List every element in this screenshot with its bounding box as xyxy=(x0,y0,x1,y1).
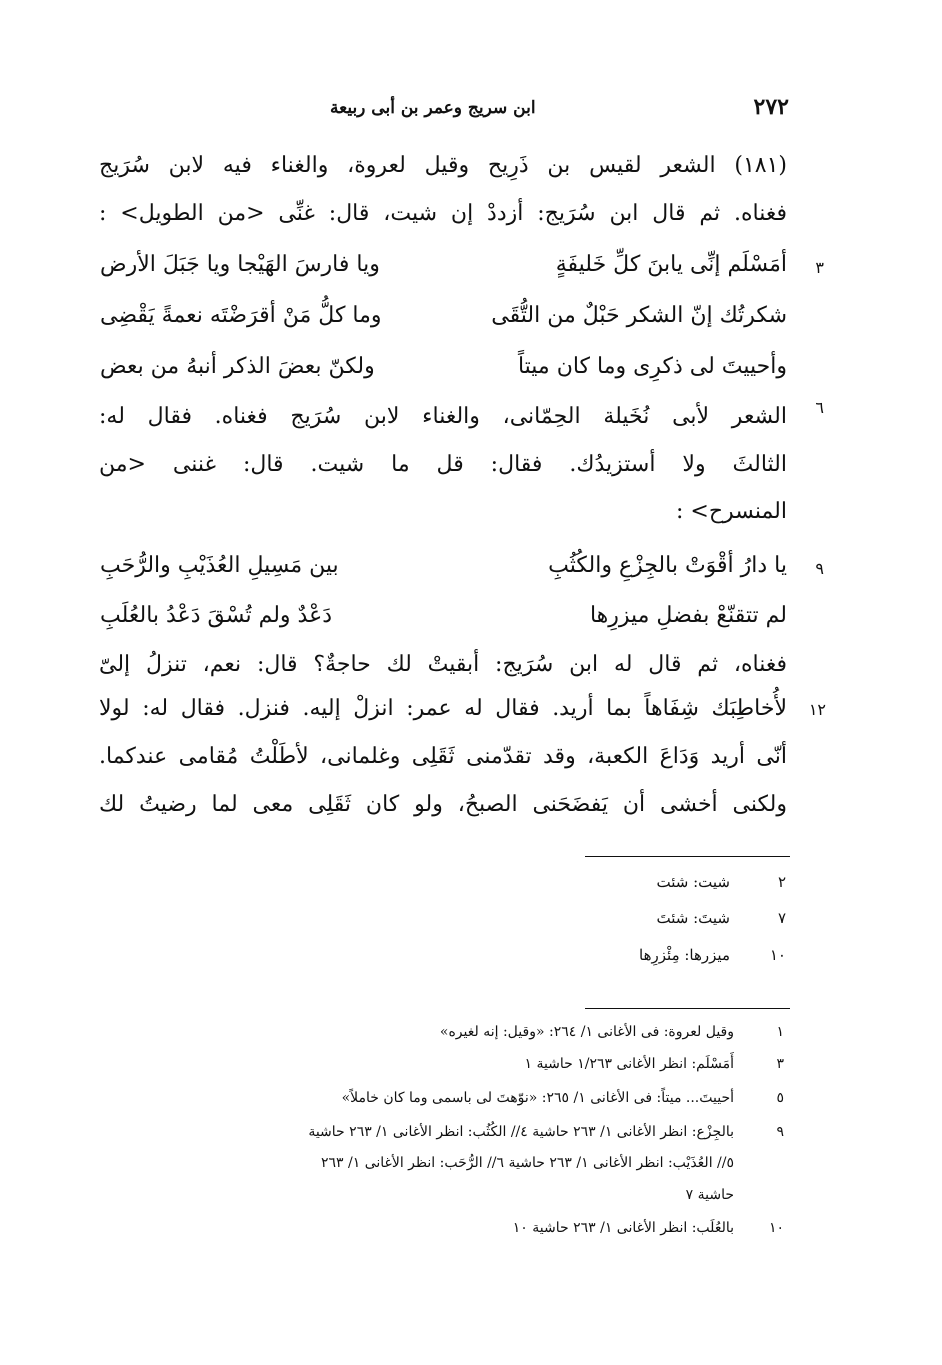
prose-line: المنسرح> : xyxy=(676,499,787,524)
footnote-line-number: ٣ xyxy=(776,1056,784,1072)
apparatus-entry: ميزرها: مِئْزرِها xyxy=(639,946,730,964)
prose-line: فغناه. ثم قال ابن سُرَيج: أزددْ إن شيت، قال: غنِّى <من الطويل> : xyxy=(99,201,787,226)
verse-second-hemistich: دَعْدٌ ولم تُسْقَ دَعْدُ بالعُلَبِ xyxy=(100,603,333,628)
apparatus-line-number: ١٠ xyxy=(769,946,786,964)
footnote-line-number: ١٠ xyxy=(768,1220,784,1236)
prose-line: الثالثَ ولا أستزيدُك. فقال: قل ما شيت. قال: غننى <من xyxy=(99,452,787,477)
footnote-entry: ٥// العُذَيْب: انظر الأغانى ١/ ٢٦٣ حاشية ٦// الرُّحَب: انظر الأغانى ١/ ٢٦٣ xyxy=(320,1155,734,1171)
prose-line: ولكنى أخشى أن يَفضَحَنى الصبحُ، ولو كان ثَقَلِى معى لما رضيتُ لك xyxy=(99,792,787,817)
apparatus-line-number: ٧ xyxy=(777,909,786,927)
prose-line: فغناه، ثم قال له ابن سُرَيج: أبقيتْ لك حاجةٌ؟ قال: نعم، تنزلُ إلىّ xyxy=(99,652,787,677)
verse-first-hemistich: لم تتقنّعْ بفضلِ ميزرِها xyxy=(589,603,787,628)
verse-first-hemistich: أمَسْلَم إنِّى يابنَ كلِّ خَليفَةٍ xyxy=(555,252,787,277)
footnote-entry: وقيل لعروة: فى الأغانى ١/ ٢٦٤: «وقيل: إنه لغيره» xyxy=(439,1024,734,1040)
line-number: ١٢ xyxy=(808,700,826,719)
footnote-line-number: ١ xyxy=(776,1024,784,1040)
footnote-entry: بالجِزْع: انظر الأغانى ١/ ٢٦٣ حاشية ٤// الكُثُب: انظر الأغانى ١/ ٢٦٣ حاشية xyxy=(308,1124,734,1140)
verse-second-hemistich: وما كلُّ مَنْ أقرَضْتَه نعمةً يَقْضِى xyxy=(100,303,382,328)
prose-line: لأُخاطِبَك شِفَاهاً بما أريد. فقال له عمر: انزلْ إليه. فنزل. فقال له: لولا xyxy=(99,696,787,721)
verse-first-hemistich: يا دارُ أقْوَتْ بالجِزْعِ والكُثُبِ xyxy=(548,553,787,578)
prose-line: الشعر لأبى نُخَيلة الحِمّانى، والغناء لابن سُرَيج فغناه. فقال له: xyxy=(99,404,787,429)
apparatus-entry: شيتَ: شئتَ xyxy=(656,909,730,927)
footnote-entry: بالعُلَب: انظر الأغانى ١/ ٢٦٣ حاشية ١٠ xyxy=(512,1220,734,1236)
verse-second-hemistich: ولكنّ بعضَ الذكر أنبهُ من بعض xyxy=(100,354,375,379)
verse-first-hemistich: شكرتُك إنّ الشكر حَبْلٌ من التُّقَى xyxy=(491,303,787,328)
footnotes-rule xyxy=(585,1008,790,1009)
prose-line: أنّى أريد وَدَاعَ الكعبة، وقد تقدّمنى ثَقَلِى وغلمانى، لأطَلْتُ مُقامى عندكما. xyxy=(99,744,787,769)
apparatus-rule xyxy=(585,856,790,857)
verse-first-hemistich: وأحييتَ لى ذكرِى وما كان ميتاً xyxy=(517,354,787,379)
line-number: ٩ xyxy=(815,559,824,578)
footnote-line-number: ٥ xyxy=(776,1090,784,1106)
footnote-entry: حاشية ٧ xyxy=(685,1187,734,1203)
footnote-entry: أَمَسْلَم: انظر الأغانى ١/٢٦٣ حاشية ١ xyxy=(524,1056,734,1072)
running-head: ابن سريج وعمر بن أبى ربيعة xyxy=(330,98,536,118)
verse-second-hemistich: بين مَسِيلِ العُذَيْبِ والرُّحَبِ xyxy=(100,553,339,578)
footnote-entry: أحييتَ... ميتاً: فى الأغانى ١/ ٢٦٥: «نوّهتَ لى باسمى وما كان خاملاً» xyxy=(341,1090,734,1106)
line-number: ٣ xyxy=(815,258,824,277)
apparatus-line-number: ٢ xyxy=(777,873,786,891)
page-number: ٢٧٢ xyxy=(753,94,789,120)
line-number: ٦ xyxy=(815,398,824,417)
verse-second-hemistich: ويا فارسَ الهَيْجا ويا جَبَلَ الأرض xyxy=(100,252,380,277)
apparatus-entry: شيت: شئت xyxy=(656,873,730,891)
prose-line: (١٨١) الشعر لقيس بن ذَرِيح وقيل لعروة، والغناء فيه لابن سُرَيج xyxy=(99,153,787,178)
footnote-line-number: ٩ xyxy=(776,1124,784,1140)
